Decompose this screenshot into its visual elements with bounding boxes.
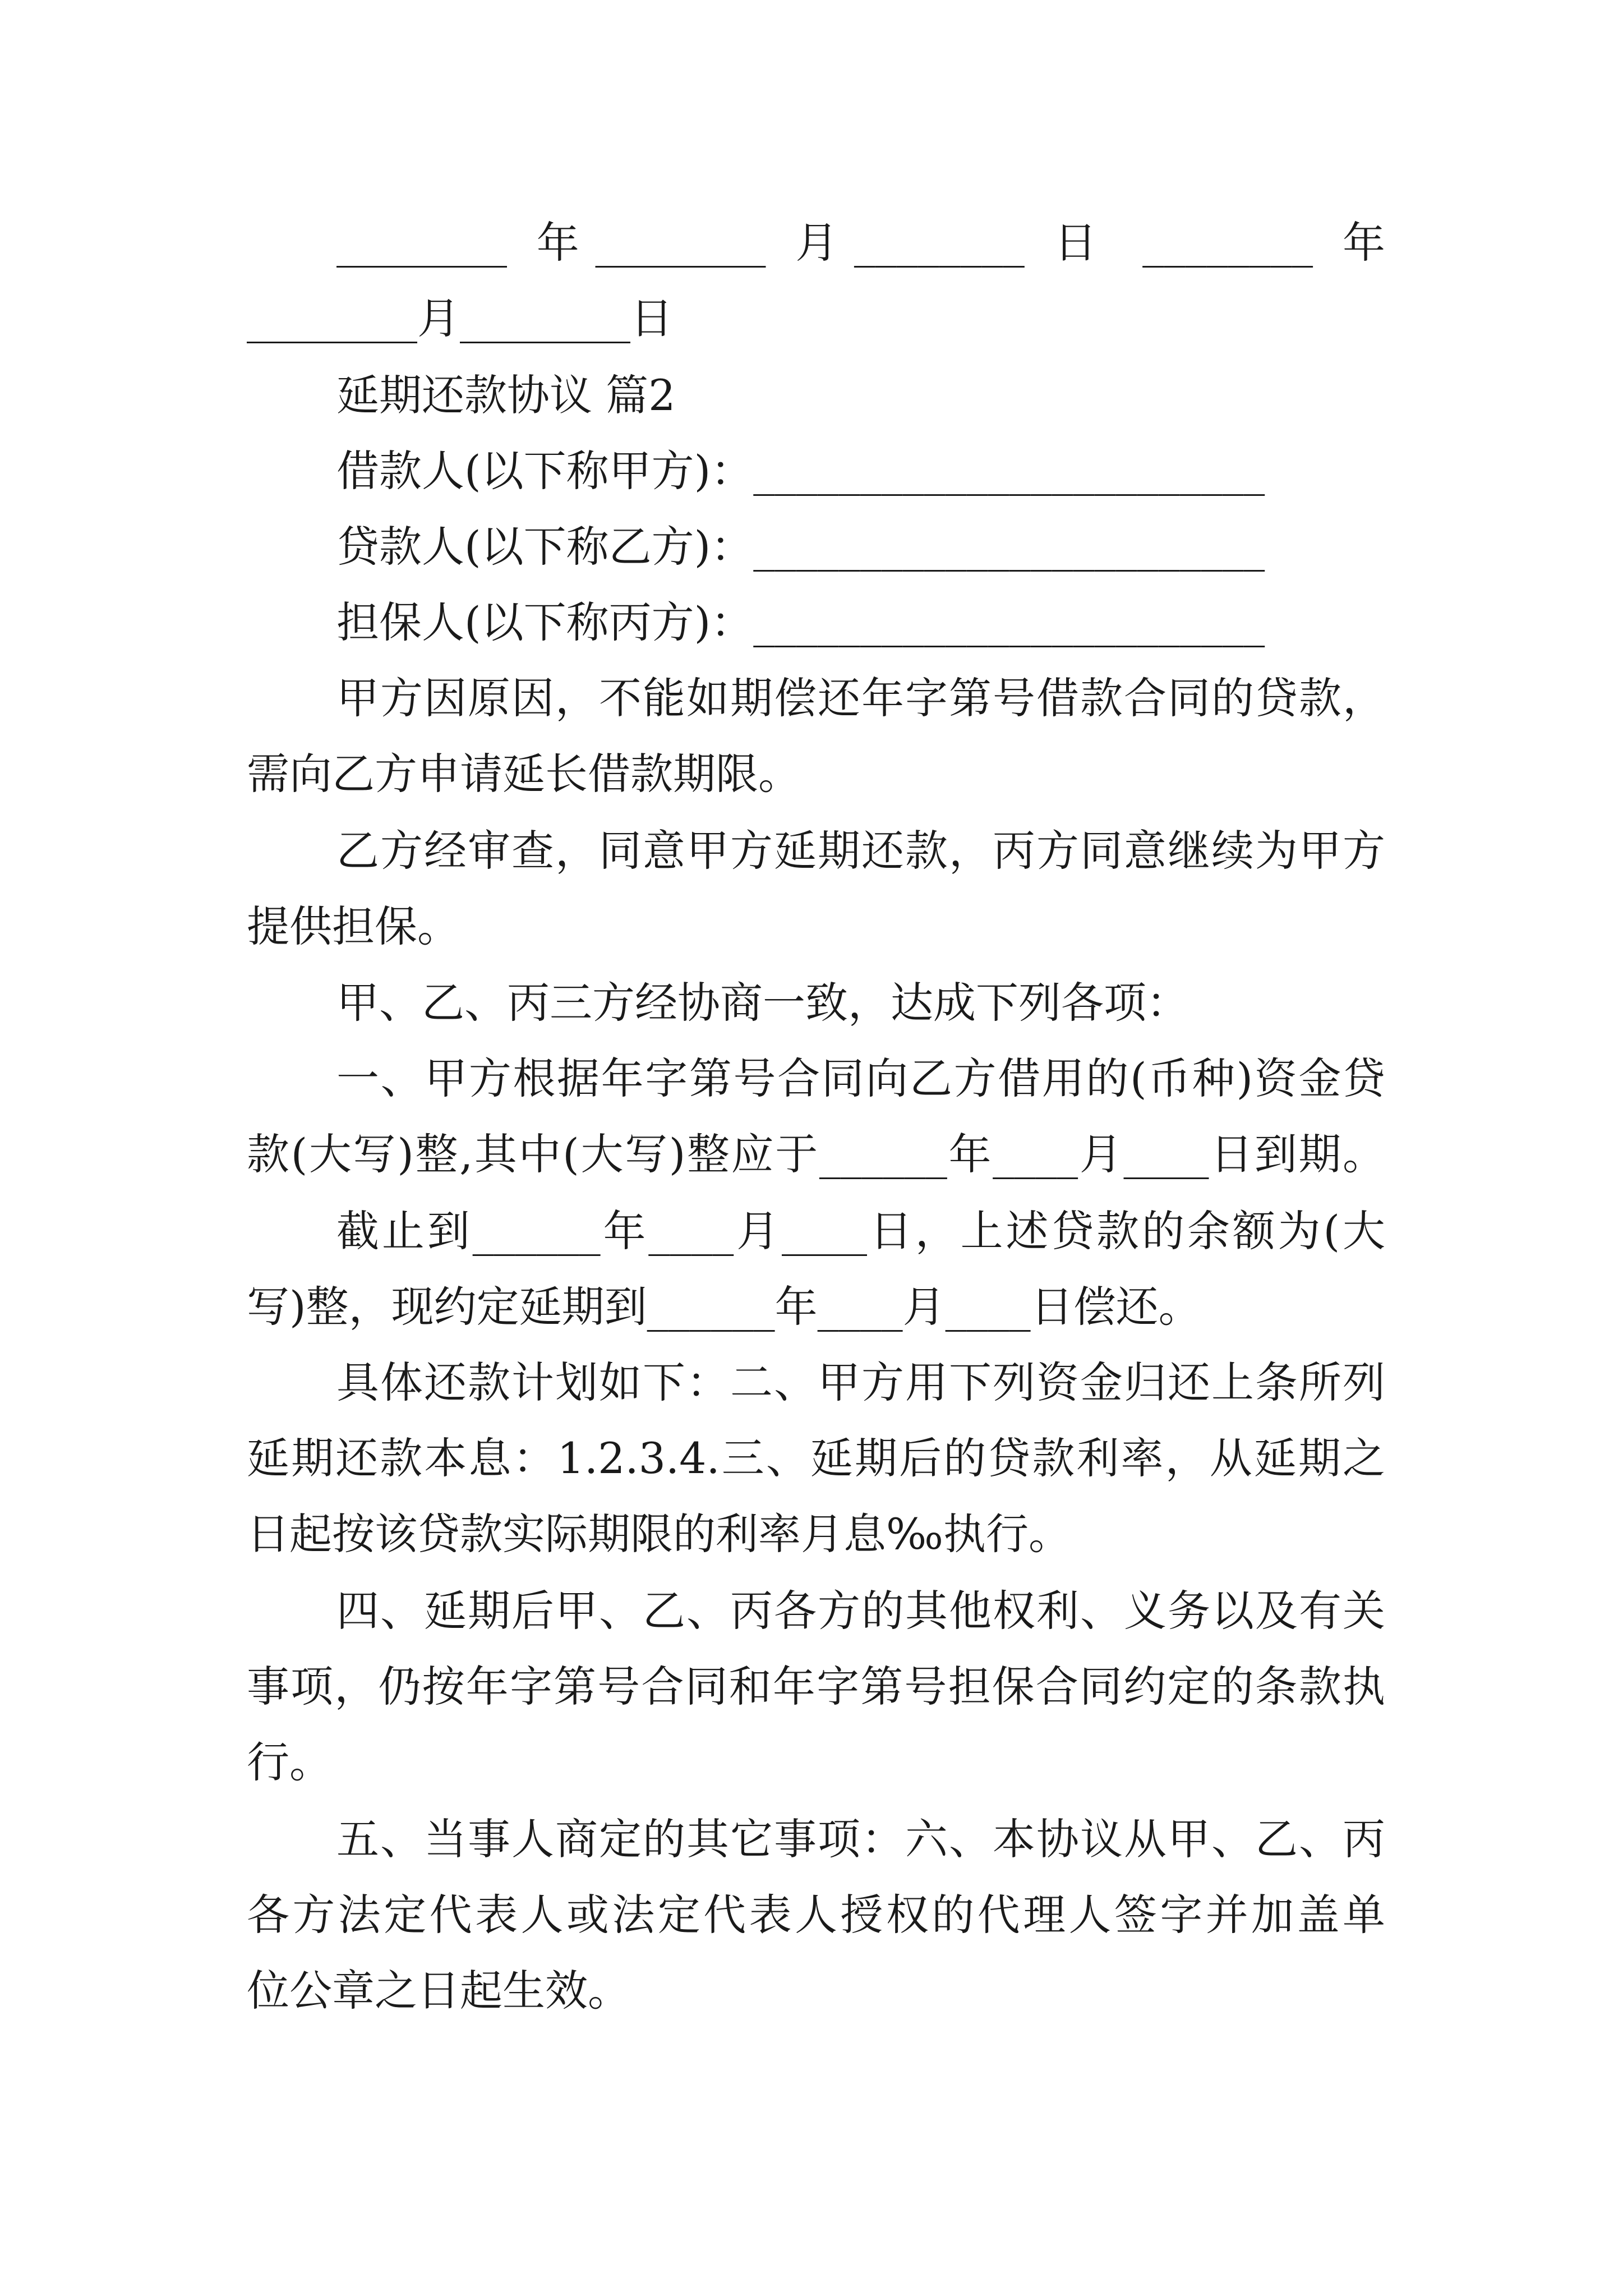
date-line-2: ________月________日	[247, 293, 673, 343]
paragraph-5-line-1: 截止到______年____月____日，上述贷款的余额为(大	[336, 1206, 1385, 1256]
paragraph-5-line-2: 写)整，现约定延期到______年____月____日偿还。	[247, 1282, 1201, 1332]
paragraph-4-line-1: 一、甲方根据年字第号合同向乙方借用的(币种)资金贷	[336, 1053, 1385, 1103]
borrower-line: 借款人(以下称甲方)：________________________	[336, 446, 1265, 496]
paragraph-8-line-1: 五、当事人商定的其它事项：六、本协议从甲、乙、丙	[336, 1814, 1385, 1864]
lender-line: 贷款人(以下称乙方)：________________________	[336, 522, 1265, 572]
paragraph-7-line-3: 行。	[247, 1737, 332, 1787]
paragraph-6-line-3: 日起按该贷款实际期限的利率月息‰执行。	[247, 1509, 1071, 1559]
paragraph-2-line-2: 提供担保。	[247, 901, 460, 951]
paragraph-8-line-3: 位公章之日起生效。	[247, 1966, 630, 2016]
paragraph-6-line-2: 延期还款本息：1.2.3.4.三、延期后的贷款利率，从延期之	[247, 1433, 1385, 1483]
paragraph-1-line-2: 需向乙方申请延长借款期限。	[247, 749, 801, 799]
paragraph-3-line-1: 甲、乙、丙三方经协商一致，达成下列各项：	[336, 978, 1189, 1028]
paragraph-8-line-2: 各方法定代表人或法定代表人授权的代理人签字并加盖单	[247, 1890, 1385, 1940]
guarantor-line: 担保人(以下称丙方)：________________________	[336, 597, 1265, 647]
paragraph-7-line-2: 事项，仍按年字第号合同和年字第号担保合同约定的条款执	[247, 1662, 1385, 1711]
paragraph-6-line-1: 具体还款计划如下：二、甲方用下列资金归还上条所列	[336, 1358, 1385, 1407]
date-line-1: ________ 年________ 月________ 日 ________ 年	[336, 218, 1385, 268]
paragraph-7-line-1: 四、延期后甲、乙、丙各方的其他权利、义务以及有关	[336, 1586, 1385, 1636]
paragraph-2-line-1: 乙方经审查，同意甲方延期还款，丙方同意继续为甲方	[336, 826, 1385, 876]
paragraph-1-line-1: 甲方因原因，不能如期偿还年字第号借款合同的贷款，	[336, 673, 1385, 723]
paragraph-4-line-2: 款(大写)整,其中(大写)整应于______年____月____日到期。	[247, 1129, 1385, 1179]
section-title: 延期还款协议 篇2	[336, 370, 676, 420]
